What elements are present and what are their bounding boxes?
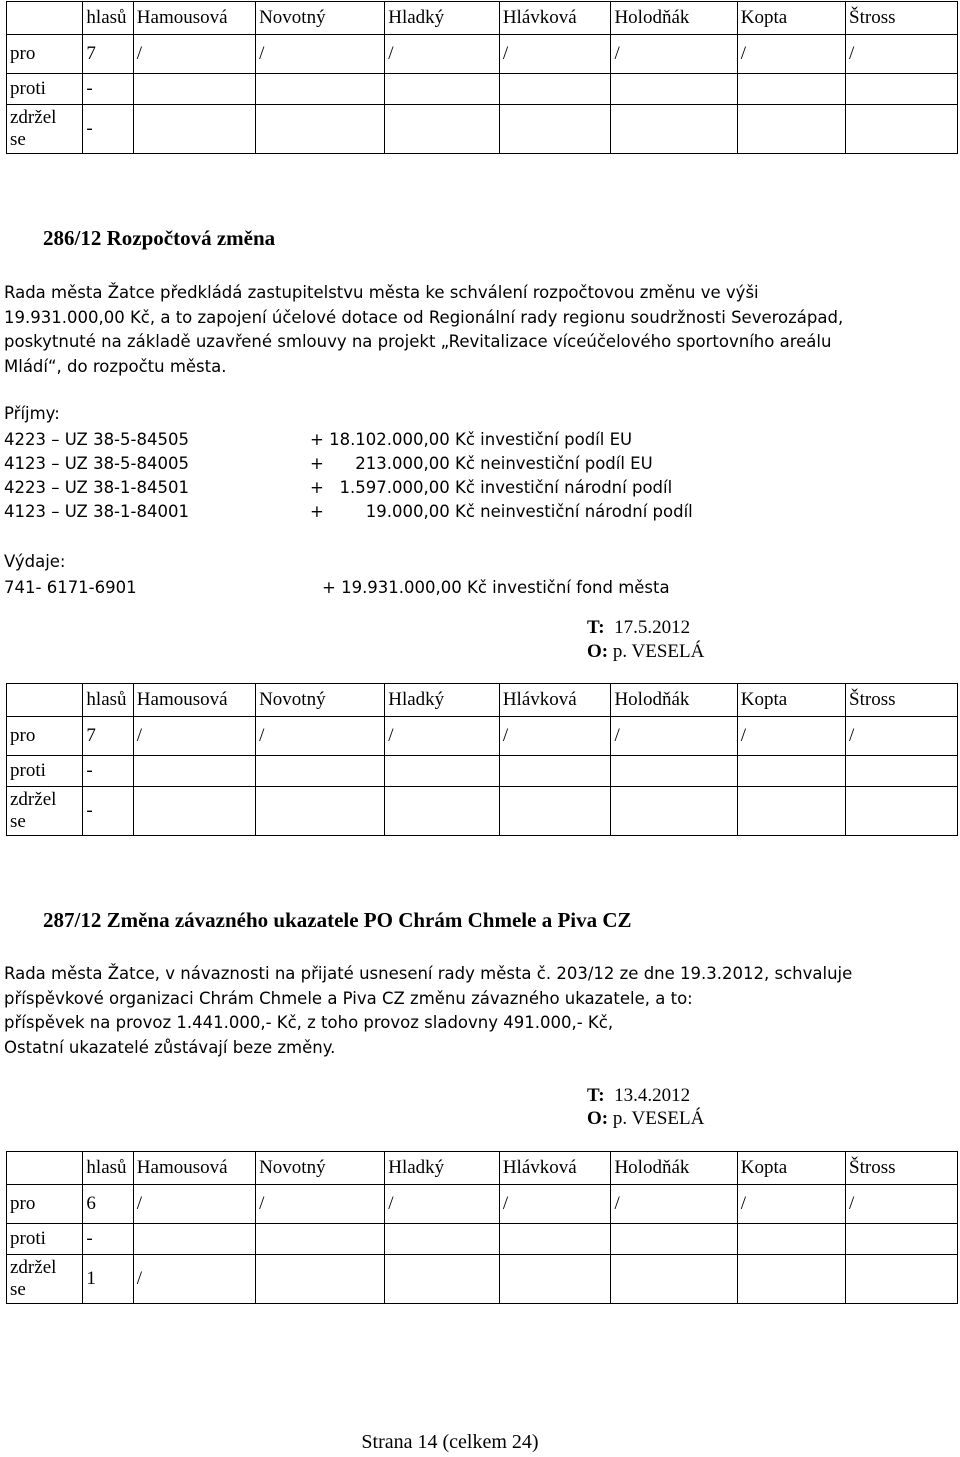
vote-row-proti: proti - (7, 1224, 958, 1255)
section-heading-286: 286/12 Rozpočtová změna (43, 226, 276, 250)
vote-row-zdrzel: zdržel se - (7, 787, 958, 836)
income-code: 4123 – UZ 38-5-84005 (4, 454, 189, 473)
vote-header-row: hlasů Hamousová Novotný Hladký Hlávková Holodňák Kopta Štross (7, 2, 958, 35)
vote-row-zdrzel: zdržel se 1 / (7, 1255, 958, 1304)
vote-header-row: hlasů Hamousová Novotný Hladký Hlávková Holodňák Kopta Štross (7, 1152, 958, 1185)
income-amount: + 1.597.000,00 Kč investiční národní podíl (310, 478, 673, 497)
deadline-2: T: 13.4.2012 (587, 1085, 691, 1106)
vote-table-3 (6, 1151, 958, 1304)
vote-row-pro: pro 7 / / / / / / / (7, 717, 958, 756)
section2-paragraph: Rada města Žatce, v návaznosti na přijaté usnesení rady města č. 203/12 ze dne 19.3.2012, schvaluje příspěvkové organizaci Chrám Chmele a Piva CZ změnu závazného ukazatele, a to: příspěvek na provoz 1.441.000,- Kč, z toho provoz sladovny 491.000,- Kč, Ostatní ukazatelé zůstávají beze změny. (4, 964, 853, 1057)
vote-table-2 (6, 683, 958, 836)
responsible-2: O: p. VESELÁ (587, 1108, 705, 1129)
page-footer: Strana 14 (celkem 24) (361, 1431, 539, 1453)
expense-label: Výdaje: (4, 552, 66, 571)
income-amount: + 213.000,00 Kč neinvestiční podíl EU (310, 454, 653, 473)
income-label: Příjmy: (4, 404, 60, 423)
income-code: 4223 – UZ 38-1-84501 (4, 478, 189, 497)
income-code: 4123 – UZ 38-1-84001 (4, 502, 189, 521)
vote-row-pro: pro 7 / / / / / / / (7, 35, 958, 74)
vote-header-row: hlasů Hamousová Novotný Hladký Hlávková Holodňák Kopta Štross (7, 684, 958, 717)
deadline-1: T: 17.5.2012 (587, 617, 691, 638)
vote-table-1 (6, 1, 958, 154)
income-amount: + 18.102.000,00 Kč investiční podíl EU (310, 430, 633, 449)
expense-code: 741- 6171-6901 (4, 578, 137, 597)
income-code: 4223 – UZ 38-5-84505 (4, 430, 189, 449)
section-heading-287: 287/12 Změna závazného ukazatele PO Chrám Chmele a Piva CZ (43, 908, 632, 932)
responsible-1: O: p. VESELÁ (587, 641, 705, 662)
vote-row-zdrzel: zdržel se - (7, 105, 958, 154)
section1-paragraph: Rada města Žatce předkládá zastupitelstvu města ke schválení rozpočtovou změnu ve výši 19.931.000,00 Kč, a to zapojení účelové dotace od Regionální rady regionu soudržnosti Severozápad, poskytnuté na základě uzavřené smlouvy na projekt „Revitalizace víceúčelového sportovního areálu Mládí“, do rozpočtu města. (4, 283, 844, 376)
vote-row-pro: pro 6 / / / / / / / (7, 1185, 958, 1224)
vote-row-proti: proti - (7, 756, 958, 787)
vote-row-proti: proti - (7, 74, 958, 105)
income-amount: + 19.000,00 Kč neinvestiční národní podíl (310, 502, 693, 521)
expense-amount: + 19.931.000,00 Kč investiční fond města (322, 578, 670, 597)
